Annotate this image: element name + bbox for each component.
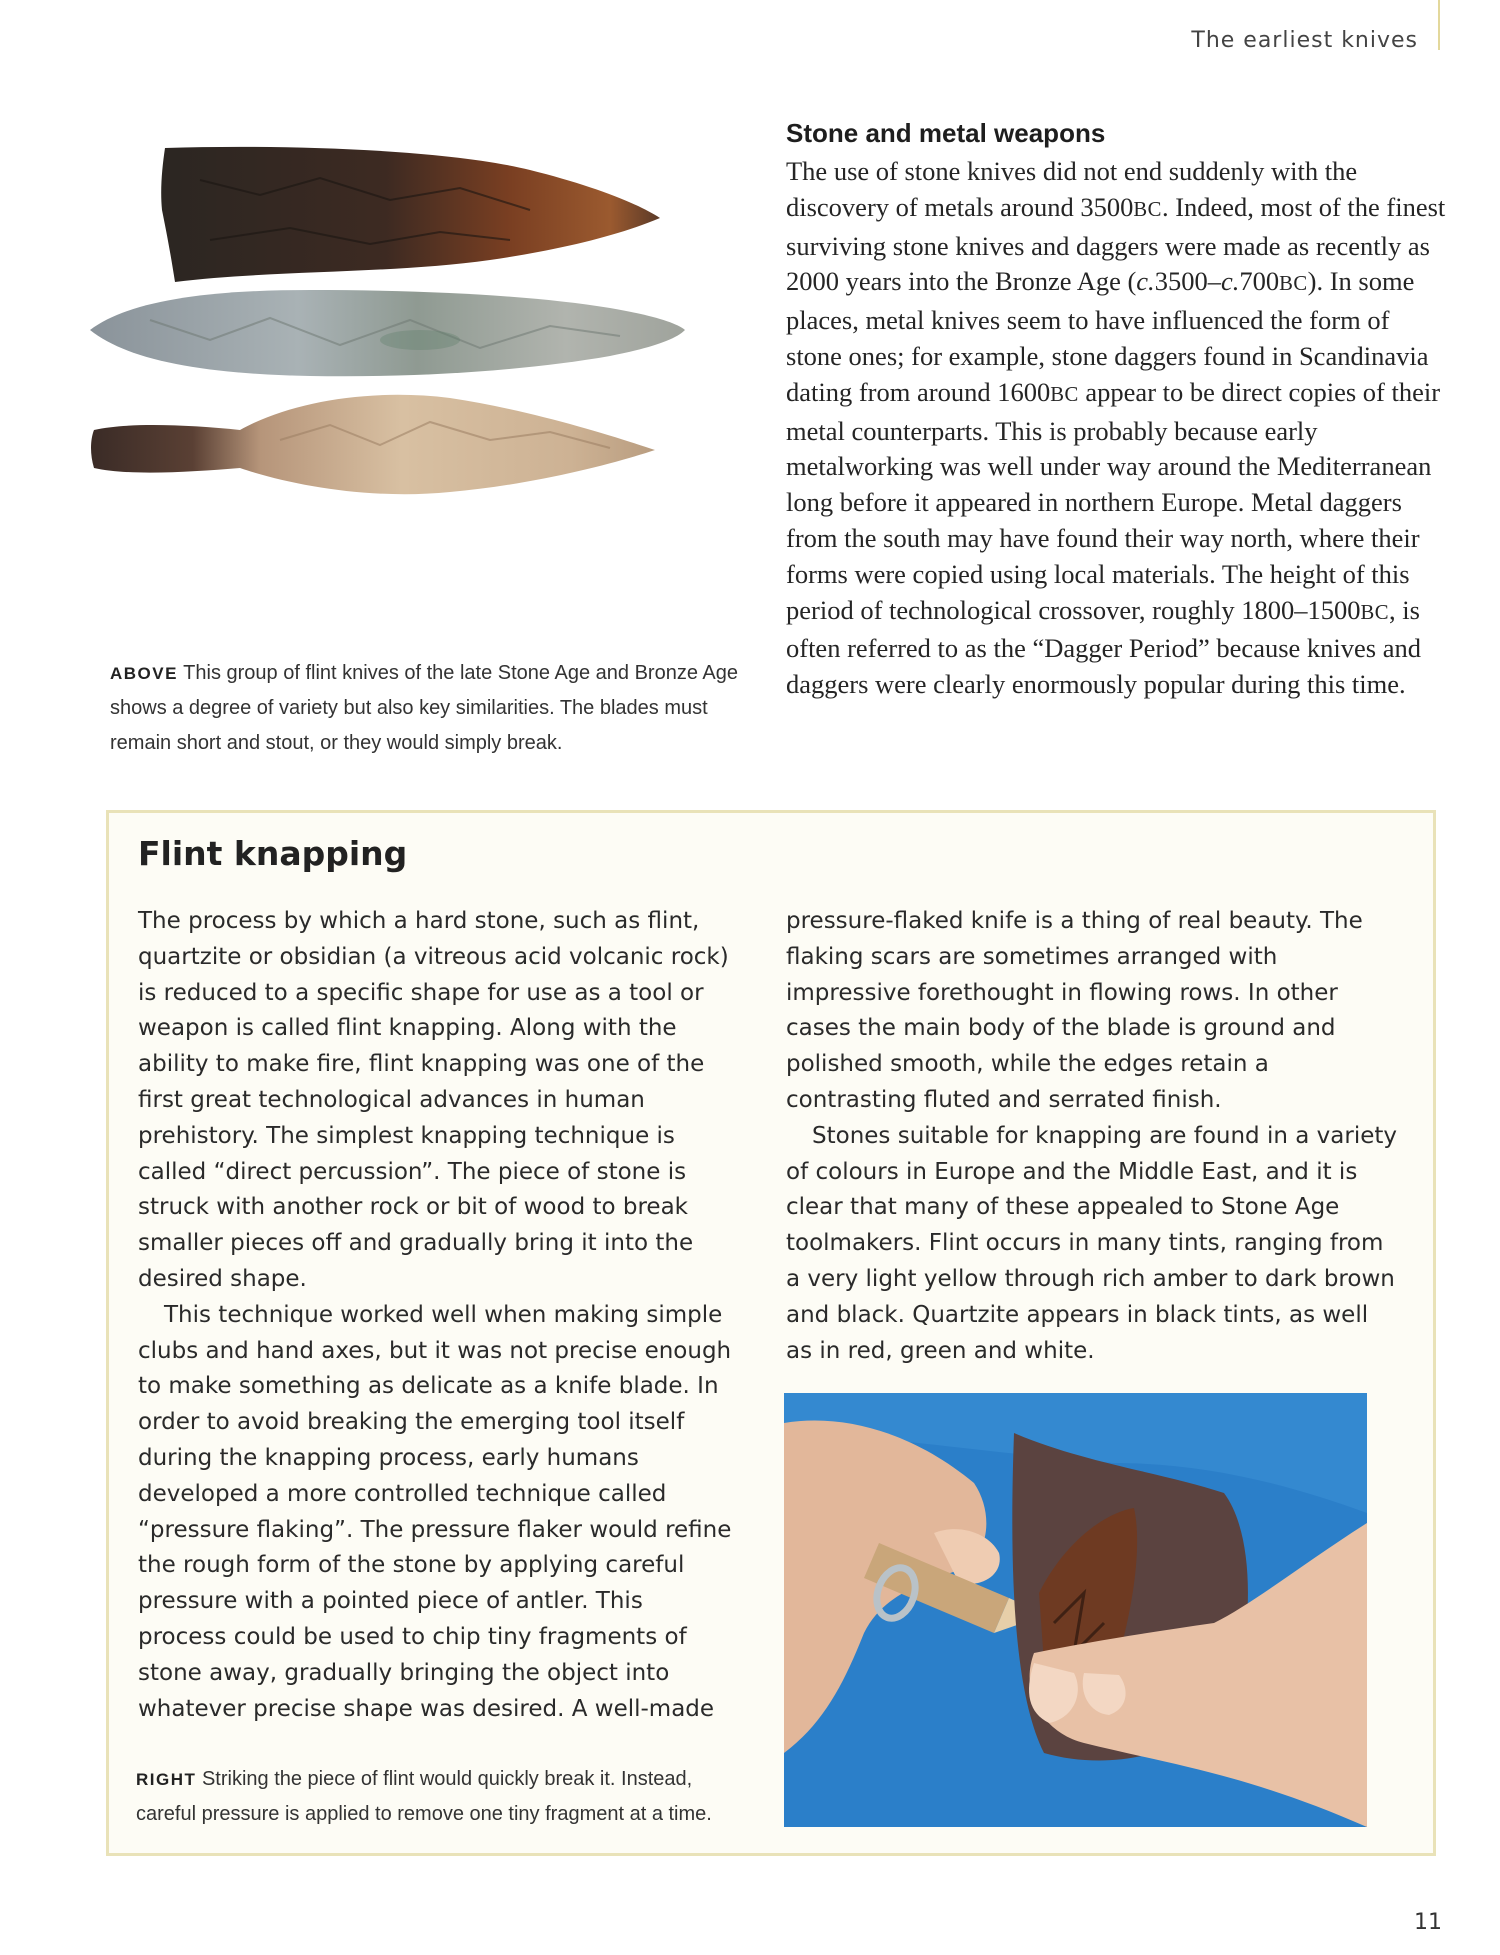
caption-lead-right: RIGHT: [136, 1770, 197, 1789]
flint-paragraph-1: The process by which a hard stone, such as flint, quartzite or obsidian (a vitreous acid volcanic rock) is reduced to a specific shape for use as a tool or weapon is called flint knapping. Along with the ability to make fire, flint knapping was one of the first great technological advances in human prehistory. The simplest knapping technique is called “direct percussion”. The piece of stone is struck with another rock or bit of wood to break smaller pieces off and gradually bring it into the desired shape.: [138, 908, 729, 1292]
tan-flint-knife: [91, 395, 655, 494]
stone-metal-heading: Stone and metal weapons: [786, 118, 1106, 148]
era-abbrev: BC: [1279, 273, 1308, 296]
flint-paragraph-4: Stones suitable for knapping are found in a variety of colours in Europe and the Middle East, and it is clear that many of these appealed to Stone Age toolmakers. Flint occurs in many tints, ranging from a very light yellow through rich amber to dark brown and black. Quartzite appears in black tints, as well as in red, green and white.: [786, 1122, 1397, 1364]
body-text: ). In some places, metal knives seem to have influenced the form of stone ones; for example, stone daggers found in Scandinavia dating from around 1600: [786, 266, 1429, 407]
circa-abbrev: c.: [1136, 266, 1155, 297]
flint-paragraph-3: pressure-flaked knife is a thing of real beauty. The flaking scars are sometimes arranged with impressive forethought in flowing rows. In other cases the main body of the blade is ground and polished smooth, while the edges retain a contrasting fluted and serrated finish.: [786, 908, 1363, 1113]
flint-paragraph-2: This technique worked well when making simple clubs and hand axes, but it was not precise enough to make something as delicate as a knife blade. In order to avoid breaking the emerging tool itself during the knapping process, early humans developed a more controlled technique called “pressure flaking”. The pressure flaker would refine the rough form of the stone by applying careful pressure with a pointed piece of antler. This process could be used to chip tiny fragments of stone away, gradually bringing the object into whatever precise shape was desired. A well-made: [138, 1301, 732, 1722]
body-text: 3500–: [1154, 266, 1221, 297]
body-text: appear to be direct copies of their metal counterparts. This is probably because early metalworking was well under way around the Mediterranean long before it appeared in northern Europe. Metal daggers from the south may have found their way north, where their forms were copied using local materials. The height of this period of technological crossover, roughly 1800–1500: [786, 376, 1441, 625]
dark-flint-knife: [161, 147, 660, 282]
flint-knapping-heading: Flint knapping: [138, 834, 408, 873]
pressure-flaking-photo: [784, 1393, 1367, 1827]
circa-abbrev: c.: [1220, 266, 1240, 297]
knapping-figure-caption: [136, 1762, 756, 1832]
body-text: . Indeed, most of the finest surviving stone knives and daggers were made as recently as 2000 years into the Bronze Age (: [786, 191, 1446, 297]
body-text: , is often referred to as the “Dagger Period” because knives and daggers were clearly enormously popular during this time.: [786, 594, 1421, 700]
body-text: The use of stone knives did not end suddenly with the discovery of metals around 3500: [786, 156, 1358, 222]
page-number: 11: [1414, 1910, 1442, 1935]
era-abbrev: BC: [1133, 198, 1162, 221]
caption-text-above: This group of flint knives of the late Stone Age and Bronze Age shows a degree of variety but also key similarities. The blades must remain short and stout, or they would simply break.: [110, 662, 738, 754]
body-text: 700: [1239, 266, 1280, 297]
era-abbrev: BC: [1360, 601, 1390, 624]
header-accent-rule: [1438, 0, 1440, 50]
grey-flint-knife: [90, 290, 685, 376]
caption-text-right: Striking the piece of flint would quickly break it. Instead, careful pressure is applied to remove one tiny fragment at a time.: [136, 1768, 712, 1825]
caption-lead-above: ABOVE: [110, 664, 178, 683]
era-abbrev: BC: [1050, 383, 1079, 406]
flint-right-column: [786, 904, 1401, 1369]
flint-left-column: [138, 904, 738, 1727]
flint-knives-photo: [90, 140, 730, 630]
knives-figure-caption: [110, 656, 750, 761]
stone-metal-body: [786, 154, 1446, 703]
running-header: The earliest knives: [1191, 28, 1418, 53]
